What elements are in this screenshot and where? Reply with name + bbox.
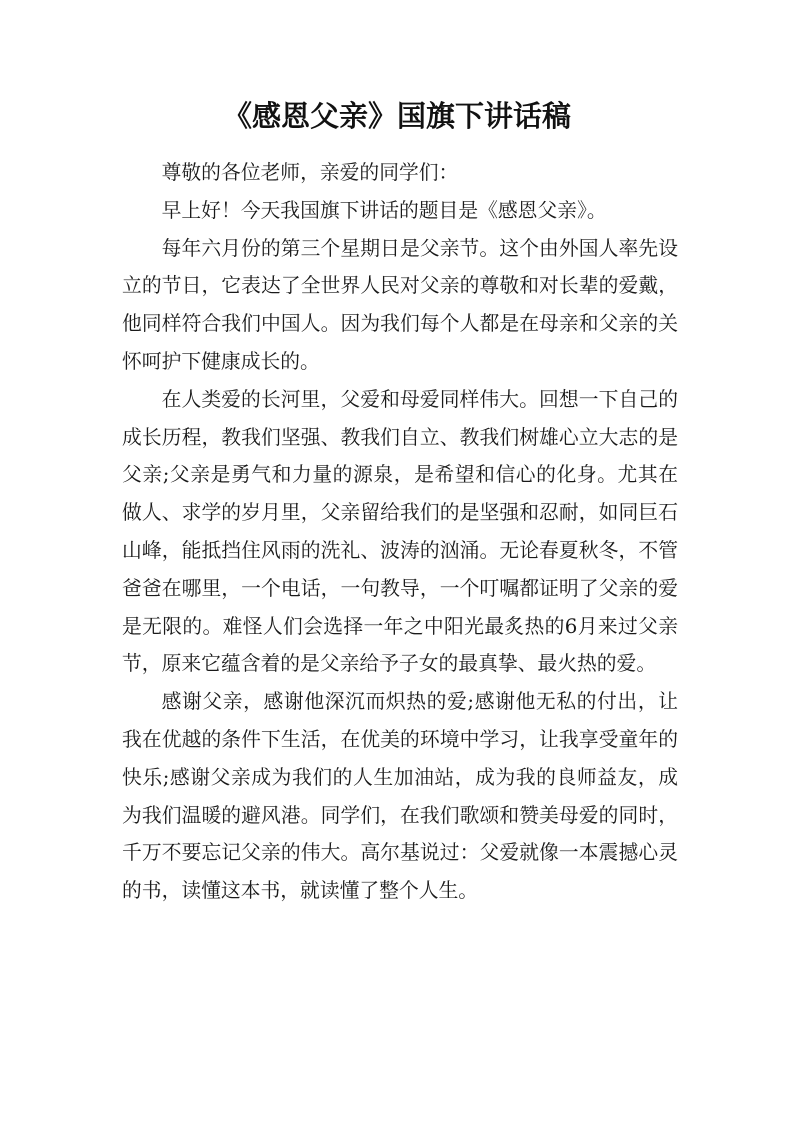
document-title: 《感恩父亲》国旗下讲话稿 [222,99,571,133]
paragraph-gratitude: 感谢父亲，感谢他深沉而炽热的爱;感谢他无私的付出，让我在优越的条件下生活，在优美的环境中学习，让我享受童年的快乐;感谢父亲成为我们的人生加油站，成为我的良师益友，成为我们温暖的避风港。同学们，在我们歌颂和赞美母爱的同时，千万不要忘记父亲的伟大。高尔基说过：父爱就像一本震撼心灵的书，读懂这本书，就读懂了整个人生。 [122,690,678,903]
paragraph-fathers-day: 每年六月份的第三个星期日是父亲节。这个由外国人率先设立的节日，它表达了全世界人民对父亲的尊敬和对长辈的爱戴，他同样符合我们中国人。因为我们每个人都是在母亲和父亲的关怀呵护下健康成长的。 [122,236,678,373]
paragraph-opening: 早上好！今天我国旗下讲话的题目是《感恩父亲》。 [161,198,607,222]
document-body [122,154,678,910]
paragraph-fathers-love: 在人类爱的长河里，父爱和母爱同样伟大。回想一下自己的成长历程，教我们坚强、教我们自立、教我们树雄心立大志的是父亲;父亲是勇气和力量的源泉，是希望和信心的化身。尤其在做人、求学的岁月里，父亲留给我们的是坚强和忍耐，如同巨石山峰，能抵挡住风雨的洗礼、波涛的汹涌。无论春夏秋冬，不管爸爸在哪里，一个电话，一句教导，一个叮嘱都证明了父亲的爱是无限的。难怪人们会选择一年之中阳光最炙热的6月来过父亲节，原来它蕴含着的是父亲给予子女的最真挚、最火热的爱。 [122,387,678,676]
paragraph-greeting: 尊敬的各位老师，亲爱的同学们： [161,161,459,184]
